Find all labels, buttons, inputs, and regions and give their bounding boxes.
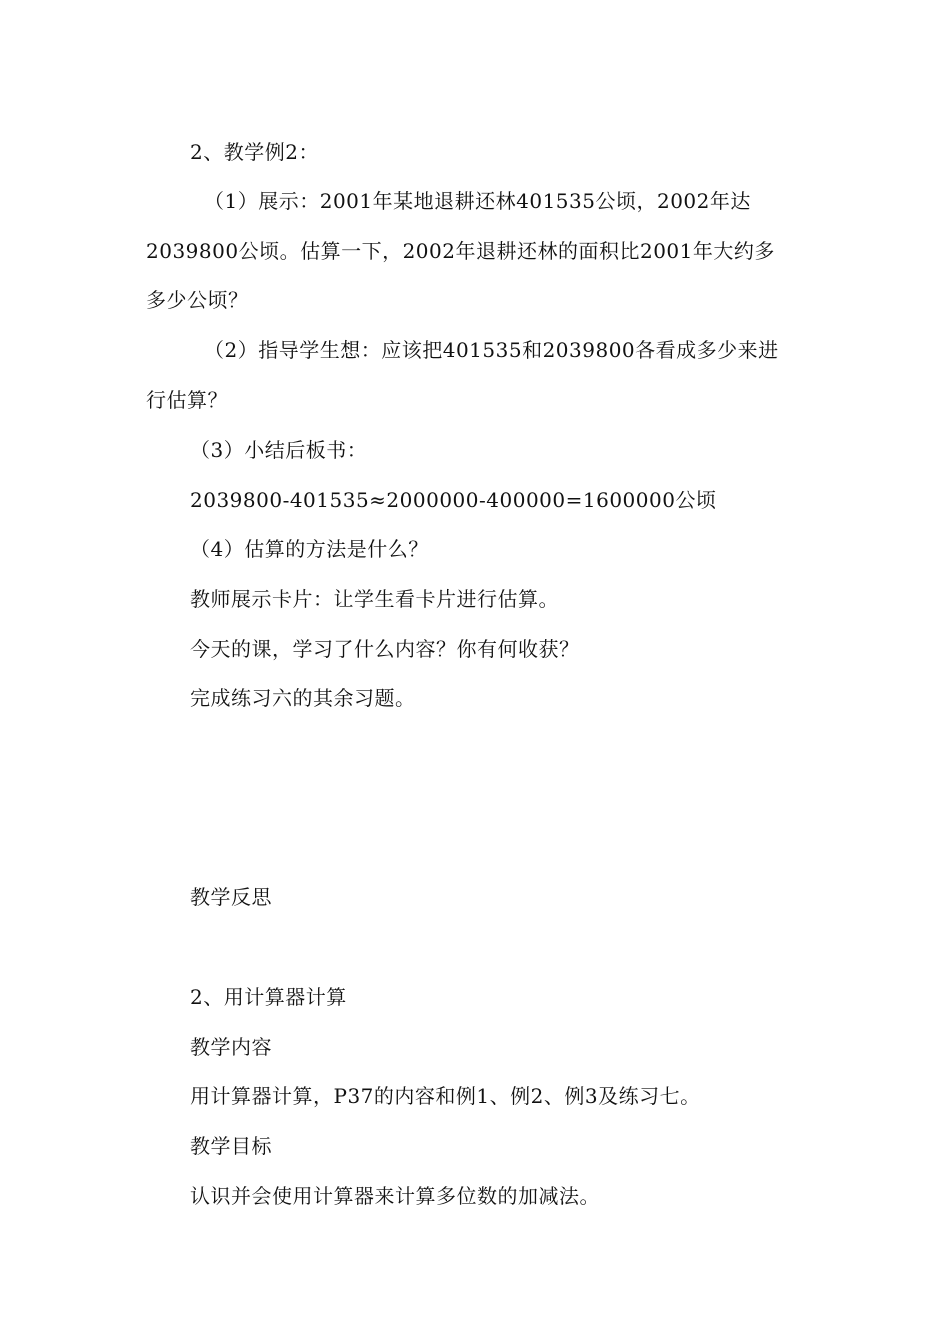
objective-heading: 教学目标 (190, 1134, 272, 1158)
calculator-section-heading: 2、用计算器计算 (190, 985, 347, 1009)
step-3-line: （3）小结后板书： (190, 438, 368, 462)
step-1-line-2: 2039800公顷。估算一下，2002年退耕还林的面积比2001年大约多 (146, 239, 775, 263)
content-line: 用计算器计算，P37的内容和例1、例2、例3及练习七。 (190, 1084, 701, 1108)
example-2-heading: 2、教学例2： (190, 140, 319, 164)
reflection-heading: 教学反思 (190, 885, 272, 909)
summary-question-line: 今天的课，学习了什么内容？你有何收获？ (190, 637, 580, 661)
step-1-line-1: （1）展示：2001年某地退耕还林401535公顷，2002年达 (204, 189, 751, 213)
formula-line: 2039800-401535≈2000000-400000=1600000公顷 (190, 488, 717, 512)
step-2-line-1: （2）指导学生想：应该把401535和2039800各看成多少来进 (204, 338, 779, 362)
exercise-line: 完成练习六的其余习题。 (190, 686, 416, 710)
step-2-line-2: 行估算？ (146, 388, 228, 412)
content-heading: 教学内容 (190, 1035, 272, 1059)
step-1-line-3: 多少公顷？ (146, 288, 249, 312)
teacher-card-line: 教师展示卡片：让学生看卡片进行估算。 (190, 587, 559, 611)
step-4-line: （4）估算的方法是什么？ (190, 537, 429, 561)
objective-line: 认识并会使用计算器来计算多位数的加减法。 (190, 1184, 600, 1208)
